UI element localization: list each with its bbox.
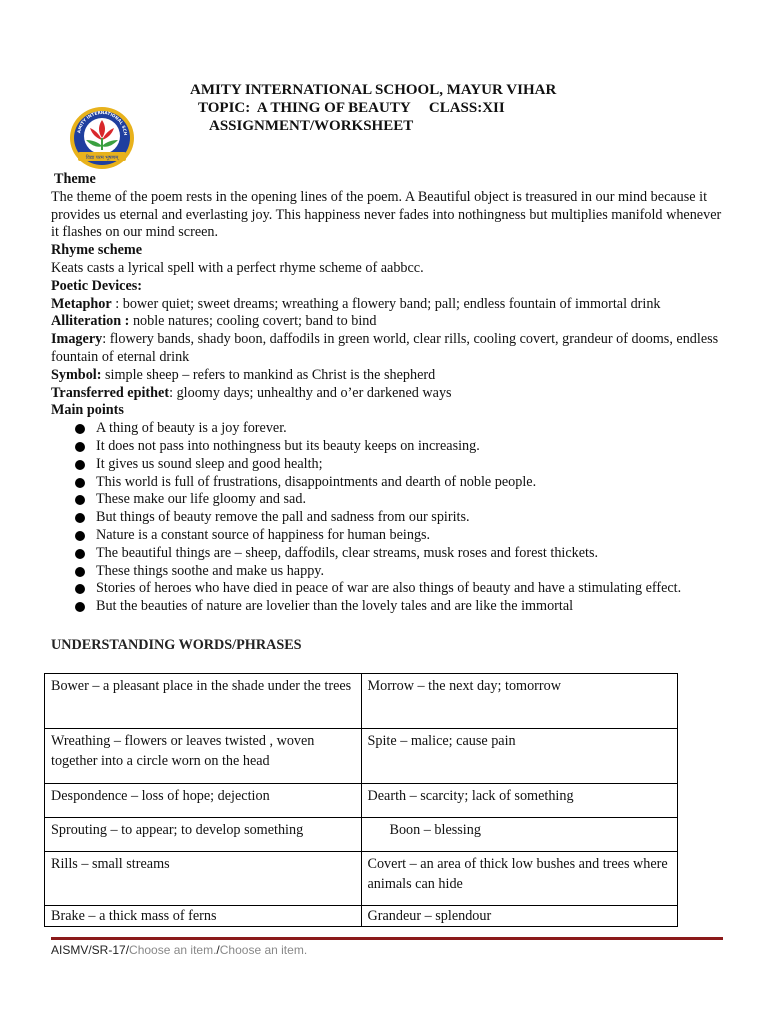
rhyme-heading: Rhyme scheme (51, 242, 143, 259)
table-row (45, 784, 678, 818)
imagery-line (51, 331, 731, 367)
school-seal-icon (68, 100, 136, 170)
topic-class-line: TOPIC: A THING OF BEAUTY CLASS:XII (198, 100, 505, 116)
table-cell: Spite – malice; cause pain (361, 729, 678, 784)
footer-divider (51, 937, 723, 940)
footer (51, 943, 307, 957)
list-item: These make our life gloomy and sad. (75, 491, 731, 509)
imagery-text: : flowery bands, shady boon, daffodils in green world, clear rills, cooling covert, grandeur of dooms, endless fountain of eternal drink (51, 331, 719, 365)
table-row (45, 818, 678, 852)
boon-definition: Boon – blessing (389, 822, 481, 838)
table-cell: Brake – a thick mass of ferns (45, 906, 362, 927)
footer-code: AISMV/SR-17/ (51, 943, 130, 957)
list-item: Nature is a constant source of happiness for human beings. (75, 527, 731, 545)
list-item: This world is full of frustrations, disappointments and dearth of noble people. (75, 474, 731, 492)
rhyme-text: Keats casts a lyrical spell with a perfect rhyme scheme of aabbcc. (51, 259, 424, 276)
table-cell: Despondence – loss of hope; dejection (45, 784, 362, 818)
epithet-label: Transferred epithet (51, 384, 170, 401)
alliteration-line (51, 313, 731, 331)
table-cell: Rills – small streams (45, 852, 362, 906)
school-name: AMITY INTERNATIONAL SCHOOL, MAYUR VIHAR (190, 82, 557, 98)
epithet-text: : gloomy days; unhealthy and o’er darkened ways (169, 384, 452, 401)
theme-heading: Theme (54, 171, 96, 187)
footer-separator: / (216, 943, 220, 957)
table-cell: Bower – a pleasant place in the shade under the trees (45, 674, 362, 729)
vocabulary-table (44, 673, 678, 927)
alliteration-text: noble natures; cooling covert; band to bind (129, 313, 377, 330)
list-item: A thing of beauty is a joy forever. (75, 420, 731, 438)
table-cell (361, 818, 678, 852)
symbol-line (51, 367, 731, 385)
main-points-list (51, 420, 731, 616)
table-cell: Morrow – the next day; tomorrow (361, 674, 678, 729)
footer-item-dropdown-2[interactable]: Choose an item. (219, 943, 308, 957)
alliteration-label: Alliteration : (51, 313, 130, 330)
devices-heading: Poetic Devices: (51, 277, 142, 294)
metaphor-text: : bower quiet; sweet dreams; wreathing a flowery band; pall; endless fountain of immortal drink (111, 295, 661, 312)
imagery-label: Imagery (51, 331, 103, 348)
list-item: But things of beauty remove the pall and sadness from our spirits. (75, 509, 731, 527)
metaphor-label: Metaphor (51, 295, 112, 312)
list-item: Stories of heroes who have died in peace of war are also things of beauty and have a stimulating effect. (75, 580, 731, 598)
table-row (45, 906, 678, 927)
list-item: These things soothe and make us happy. (75, 563, 731, 581)
table-row (45, 674, 678, 729)
table-row (45, 729, 678, 784)
list-item: The beautiful things are – sheep, daffodils, clear streams, musk roses and forest thickets. (75, 545, 731, 563)
assignment-title: ASSIGNMENT/WORKSHEET (209, 118, 414, 134)
table-cell: Grandeur – splendour (361, 906, 678, 927)
symbol-text: simple sheep – refers to mankind as Christ is the shepherd (101, 366, 436, 383)
logo-motto: विद्या परम भूषणम् (85, 155, 119, 161)
epithet-line (51, 385, 731, 403)
table-cell: Covert – an area of thick low bushes and trees where animals can hide (361, 852, 678, 906)
metaphor-line (51, 296, 731, 314)
symbol-label: Symbol: (51, 366, 102, 383)
table-cell: Sprouting – to appear; to develop something (45, 818, 362, 852)
table-cell: Wreathing – flowers or leaves twisted , woven together into a circle worn on the head (45, 729, 362, 784)
school-logo (68, 100, 136, 170)
worksheet-content (51, 171, 731, 616)
understanding-heading: UNDERSTANDING WORDS/PHRASES (51, 637, 302, 653)
list-item: It does not pass into nothingness but its beauty keeps on increasing. (75, 438, 731, 456)
table-row (45, 852, 678, 906)
list-item: It gives us sound sleep and good health; (75, 456, 731, 474)
theme-text: The theme of the poem rests in the opening lines of the poem. A Beautiful object is treasured in our mind because it provides us eternal and everlasting joy. This happiness never fades into nothingness but multiplies manifold whenever it flashes on our mind screen. (51, 188, 722, 241)
footer-item-dropdown-1[interactable]: Choose an item. (129, 943, 217, 957)
main-points-heading: Main points (51, 402, 124, 419)
logo-text-top: AMITY INTERNATIONAL SCH (76, 109, 129, 136)
list-item: But the beauties of nature are lovelier than the lovely tales and are like the immortal (75, 598, 731, 616)
table-cell: Dearth – scarcity; lack of something (361, 784, 678, 818)
